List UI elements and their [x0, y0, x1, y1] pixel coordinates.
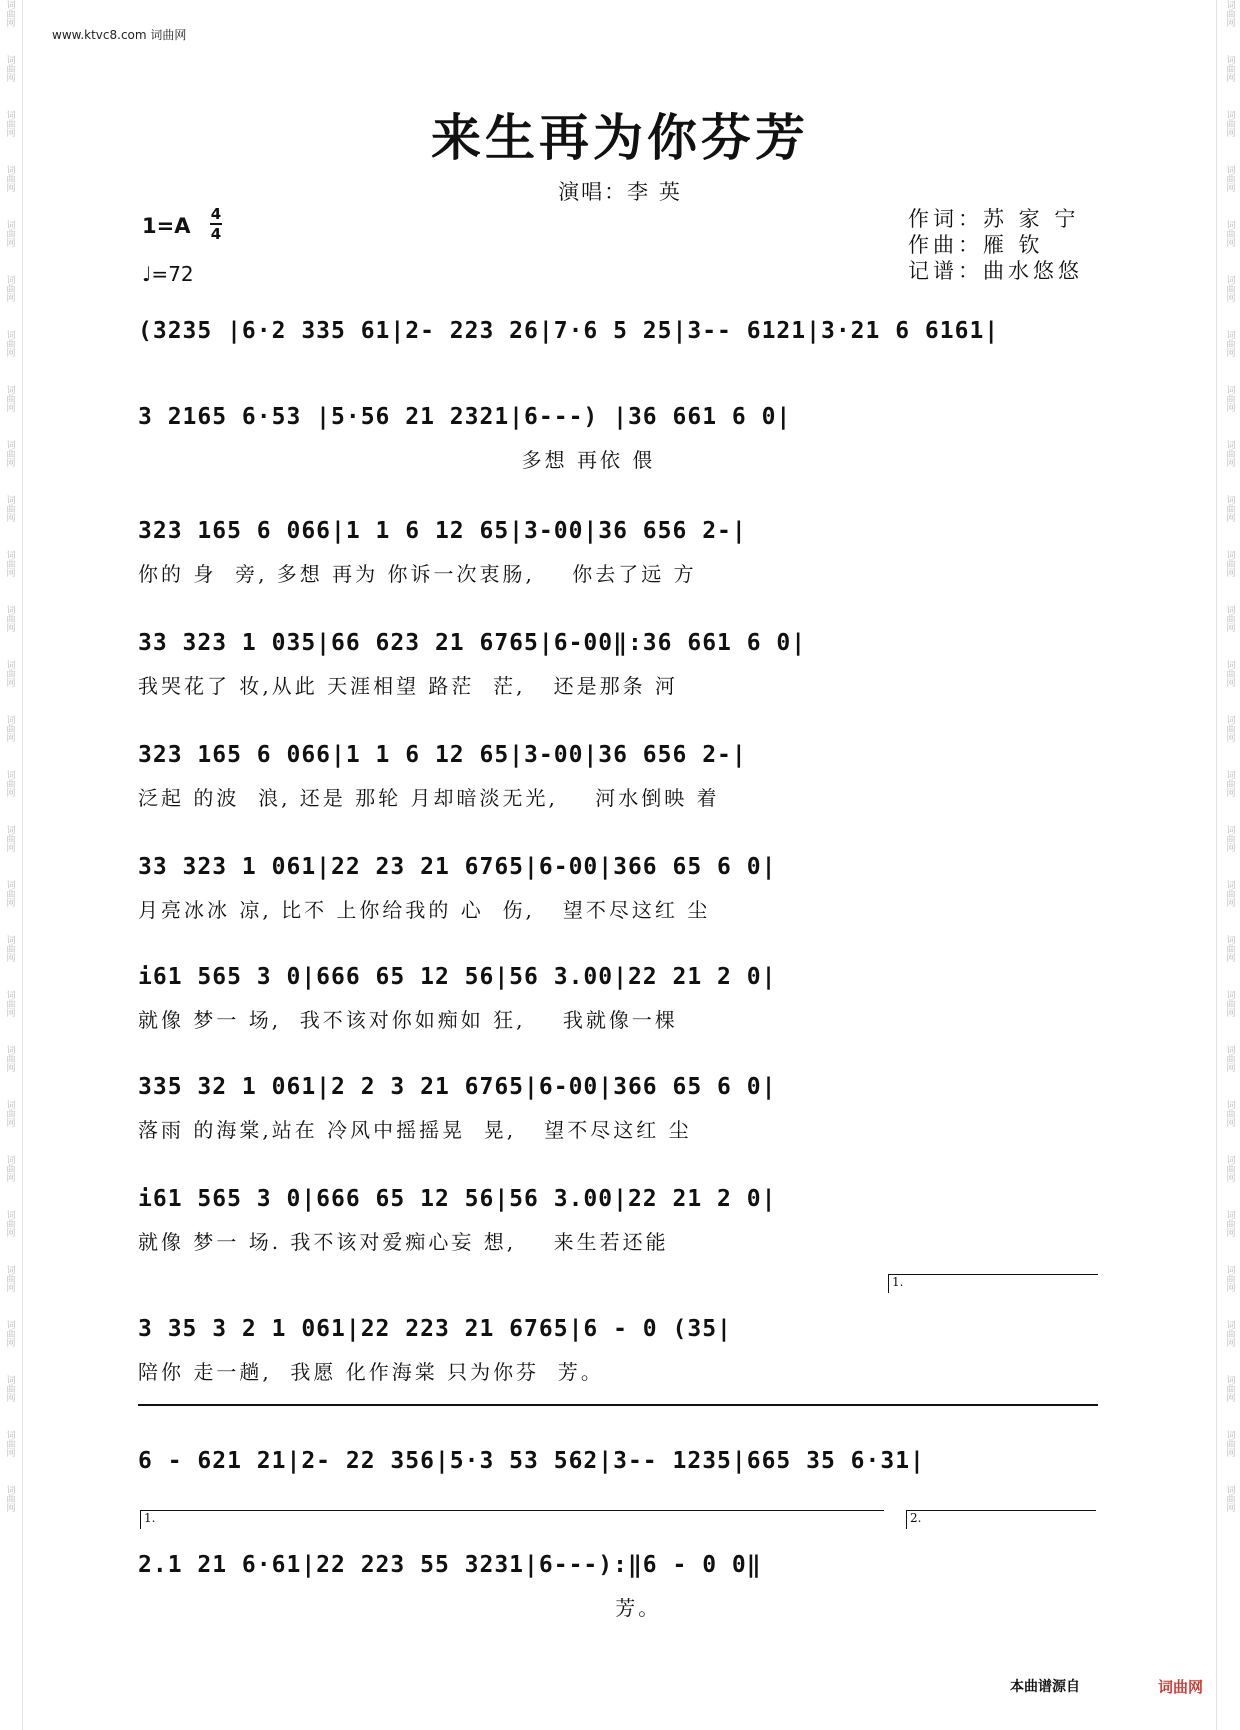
notation-line: 323 165 6 066|1 1 6 12 65|3-00|36 656 2-| [138, 742, 747, 768]
watermark-text: 词曲网 [4, 110, 15, 137]
watermark-text: 词曲网 [1224, 770, 1235, 797]
watermark-text: 词曲网 [1224, 715, 1235, 742]
watermark-text: 词曲网 [4, 715, 15, 742]
watermark-text: 词曲网 [4, 385, 15, 412]
watermark-text: 词曲网 [4, 1100, 15, 1127]
volta-bracket: 2. [906, 1510, 1096, 1529]
footer-brand-link[interactable]: 词曲网 [1158, 1678, 1204, 1696]
notation-line: i61 565 3 0|666 65 12 56|56 3.00|22 21 2 0| [138, 964, 777, 990]
watermark-text: 词曲网 [1224, 550, 1235, 577]
watermark-text: 词曲网 [4, 880, 15, 907]
score-row [138, 1072, 1098, 1144]
watermark-text: 词曲网 [1224, 330, 1235, 357]
score-row [138, 740, 1098, 812]
key-signature: 1=A [142, 214, 191, 238]
score-row [138, 316, 1098, 346]
site-url[interactable]: www.ktvc8.com 词曲网 [52, 28, 187, 42]
score-row [138, 1550, 1098, 1622]
watermark-text: 词曲网 [1224, 935, 1235, 962]
watermark-text: 词曲网 [1224, 165, 1235, 192]
watermark-text: 词曲网 [4, 1485, 15, 1512]
footer-source-label: 本曲谱源自 [1010, 1679, 1080, 1695]
transcriber-credit: 记谱：曲水悠悠 [908, 259, 1083, 283]
left-watermark-column [2, 0, 16, 1730]
volta-bracket: 1. [140, 1510, 884, 1529]
score-row [138, 628, 1098, 700]
watermark-text: 词曲网 [4, 1045, 15, 1072]
score-row [138, 402, 1098, 474]
watermark-text: 词曲网 [4, 550, 15, 577]
watermark-text: 词曲网 [1224, 495, 1235, 522]
credits-block [908, 206, 1083, 284]
notation-line: 33 323 1 061|22 23 21 6765|6-00|366 65 6 0| [138, 854, 777, 880]
watermark-text: 词曲网 [1224, 1375, 1235, 1402]
score-row [138, 1184, 1098, 1256]
lyrics-line: 你的 身 旁, 多想 再为 你诉一次衷肠, 你去了远 方 [138, 562, 697, 586]
watermark-text: 词曲网 [1224, 1265, 1235, 1292]
watermark-text: 词曲网 [4, 275, 15, 302]
lyrics-line: 多想 再依 偎 [138, 448, 656, 472]
score-row [138, 1314, 1098, 1386]
watermark-text: 词曲网 [1224, 275, 1235, 302]
score-row [138, 516, 1098, 588]
notation-line: i61 565 3 0|666 65 12 56|56 3.00|22 21 2 0| [138, 1186, 777, 1212]
watermark-text: 词曲网 [4, 770, 15, 797]
watermark-text: 词曲网 [4, 55, 15, 82]
score-row [138, 852, 1098, 924]
watermark-text: 词曲网 [4, 1430, 15, 1457]
watermark-text: 词曲网 [1224, 825, 1235, 852]
watermark-text: 词曲网 [1224, 385, 1235, 412]
watermark-text: 词曲网 [1224, 1100, 1235, 1127]
watermark-text: 词曲网 [4, 660, 15, 687]
watermark-text: 词曲网 [1224, 220, 1235, 247]
watermark-text: 词曲网 [1224, 605, 1235, 632]
watermark-text: 词曲网 [4, 605, 15, 632]
watermark-text: 词曲网 [4, 825, 15, 852]
lyrics-line: 泛起 的波 浪, 还是 那轮 月却暗淡无光, 河水倒映 着 [138, 786, 720, 810]
watermark-text: 词曲网 [1224, 1155, 1235, 1182]
notation-line: 6 - 621 21|2- 22 356|5·3 53 562|3-- 1235|665 35 6·31| [138, 1448, 925, 1474]
notation-line: 3 35 3 2 1 061|22 223 21 6765|6 - 0 (35| [138, 1316, 732, 1342]
watermark-text: 词曲网 [1224, 1320, 1235, 1347]
watermark-text: 词曲网 [1224, 660, 1235, 687]
lyrics-line: 就像 梦一 场. 我不该对爱痴心妄 想, 来生若还能 [138, 1230, 669, 1254]
lyricist-credit: 作词：苏 家 宁 [908, 207, 1080, 231]
lyrics-line: 落雨 的海棠,站在 冷风中摇摇晃 晃, 望不尽这红 尘 [138, 1118, 692, 1142]
watermark-text: 词曲网 [4, 330, 15, 357]
watermark-text: 词曲网 [1224, 110, 1235, 137]
watermark-text: 词曲网 [4, 495, 15, 522]
lyrics-line: 我哭花了 妆,从此 天涯相望 路茫 茫, 还是那条 河 [138, 674, 678, 698]
tempo-marking: ♩=72 [142, 262, 194, 286]
notation-line: 33 323 1 035|66 623 21 6765|6-00‖:36 661 6 0| [138, 630, 807, 656]
notation-line: 2.1 21 6·61|22 223 55 3231|6---):‖6 - 0 0‖ [138, 1552, 762, 1578]
watermark-text: 词曲网 [4, 1210, 15, 1237]
watermark-text: 词曲网 [4, 220, 15, 247]
watermark-text: 词曲网 [4, 1375, 15, 1402]
watermark-text: 词曲网 [1224, 990, 1235, 1017]
watermark-text: 词曲网 [1224, 1430, 1235, 1457]
right-watermark-column [1222, 0, 1236, 1730]
watermark-text: 词曲网 [1224, 1045, 1235, 1072]
lyrics-line: 就像 梦一 场, 我不该对你如痴如 狂, 我就像一棵 [138, 1008, 678, 1032]
watermark-text: 词曲网 [1224, 880, 1235, 907]
notation-line: 3 2165 6·53 |5·56 21 2321|6---) |36 661 6 0| [138, 404, 792, 430]
lyrics-line: 陪你 走一趟, 我愿 化作海棠 只为你芬 芳。 [138, 1360, 604, 1384]
time-signature-top: 4 [210, 205, 222, 223]
singer-credit: 演唱：李 英 [558, 180, 682, 204]
left-border-line [22, 0, 23, 1730]
watermark-text: 词曲网 [4, 990, 15, 1017]
time-signature-bottom: 4 [210, 225, 222, 243]
notation-line: (3235 |6·2 335 61|2- 223 26|7·6 5 25|3-- 6121|3·21 6 6161| [138, 318, 1000, 344]
watermark-text: 词曲网 [4, 0, 15, 27]
lyrics-line: 月亮冰冰 凉, 比不 上你给我的 心 伤, 望不尽这红 尘 [138, 898, 711, 922]
volta-bracket: 1. [888, 1274, 1098, 1293]
song-title: 来生再为你芬芳 [431, 108, 809, 167]
lyrics-line: 芳。 [138, 1596, 662, 1620]
score-row [138, 962, 1098, 1034]
watermark-text: 词曲网 [4, 440, 15, 467]
watermark-text: 词曲网 [4, 1320, 15, 1347]
watermark-text: 词曲网 [1224, 1485, 1235, 1512]
time-signature [210, 206, 222, 242]
section-divider [138, 1404, 1098, 1406]
notation-line: 323 165 6 066|1 1 6 12 65|3-00|36 656 2-| [138, 518, 747, 544]
watermark-text: 词曲网 [1224, 0, 1235, 27]
score-row [138, 1446, 1098, 1476]
watermark-text: 词曲网 [1224, 440, 1235, 467]
right-border-line [1216, 0, 1217, 1730]
watermark-text: 词曲网 [4, 1265, 15, 1292]
watermark-text: 词曲网 [4, 1155, 15, 1182]
composer-credit: 作曲：雁 钦 [908, 233, 1044, 257]
watermark-text: 词曲网 [1224, 55, 1235, 82]
watermark-text: 词曲网 [1224, 1210, 1235, 1237]
notation-line: 335 32 1 061|2 2 3 21 6765|6-00|366 65 6 0| [138, 1074, 777, 1100]
watermark-text: 词曲网 [4, 165, 15, 192]
watermark-text: 词曲网 [4, 935, 15, 962]
